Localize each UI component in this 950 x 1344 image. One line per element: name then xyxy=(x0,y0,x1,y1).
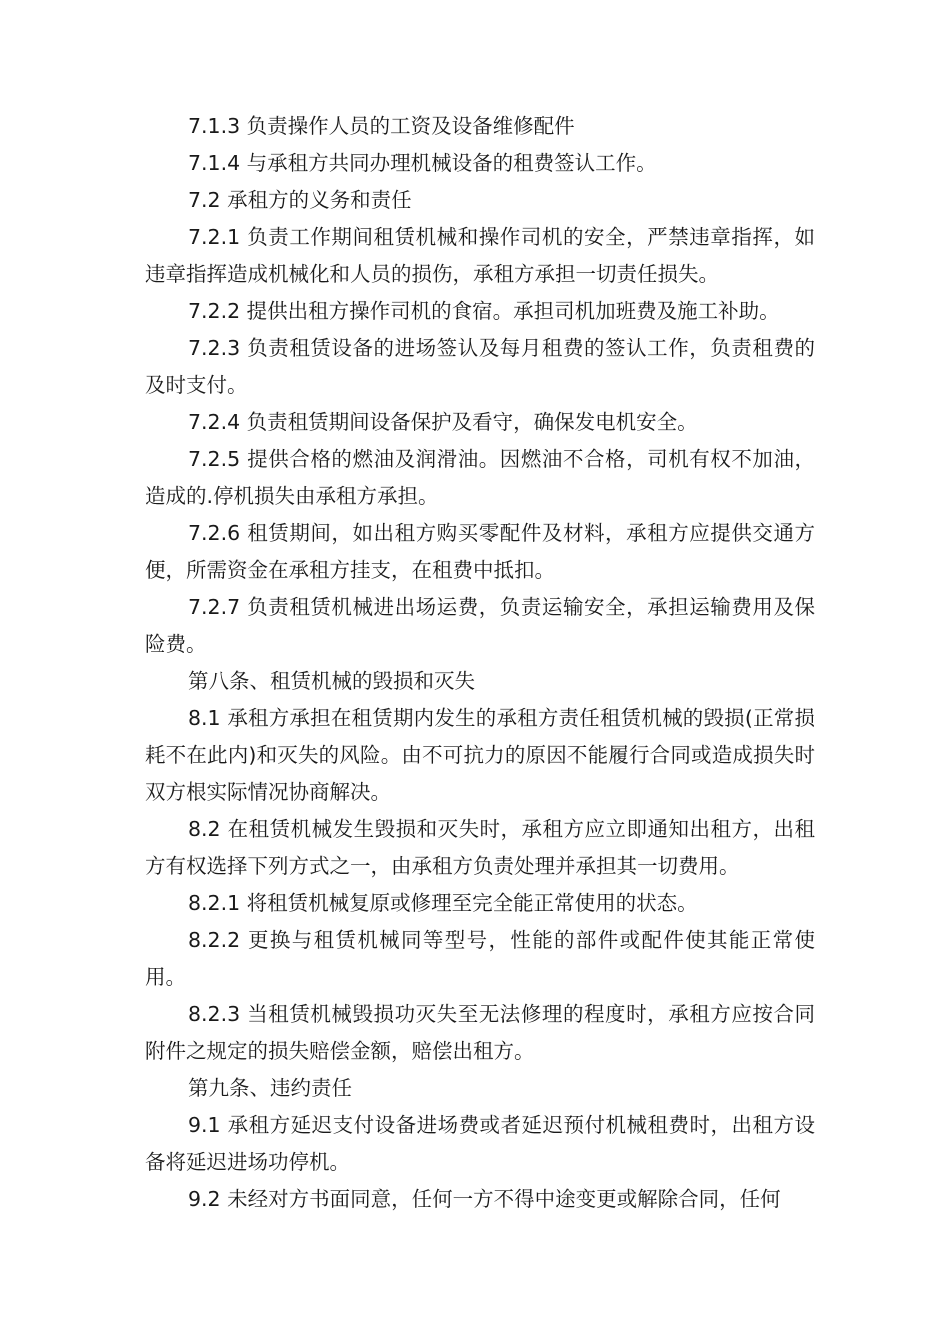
article-heading-9: 第九条、违约责任 xyxy=(188,1076,352,1100)
clause-9-1: 9.1 承租方延迟支付设备进场费或者延迟预付机械租费时，出租方设备将延迟进场功停机。 xyxy=(145,1113,815,1174)
clause-7-2-3: 7.2.3 负责租赁设备的进场签认及每月租费的签认工作，负责租费的及时支付。 xyxy=(145,336,815,397)
clause-8-1: 8.1 承租方承担在租赁期内发生的承租方责任租赁机械的毁损(正常损耗不在此内)和灭失的风险。由不可抗力的原因不能履行合同或造成损失时双方根实际情况协商解决。 xyxy=(145,706,815,804)
clause-8-2: 8.2 在租赁机械发生毁损和灭失时，承租方应立即通知出租方，出租方有权选择下列方式之一，由承租方负责处理并承担其一切费用。 xyxy=(145,817,815,878)
clause-7-2-5: 7.2.5 提供合格的燃油及润滑油。因燃油不合格，司机有权不加油，造成的.停机损失由承租方承担。 xyxy=(145,447,815,508)
article-heading-8: 第八条、租赁机械的毁损和灭失 xyxy=(188,669,475,693)
clause-7-1-4: 7.1.4 与承租方共同办理机械设备的租费签认工作。 xyxy=(188,151,657,175)
clause-7-2-1: 7.2.1 负责工作期间租赁机械和操作司机的安全，严禁违章指挥，如违章指挥造成机械化和人员的损伤，承租方承担一切责任损失。 xyxy=(145,225,815,286)
section-heading-7-2: 7.2 承租方的义务和责任 xyxy=(188,188,412,212)
clause-7-2-4: 7.2.4 负责租赁期间设备保护及看守，确保发电机安全。 xyxy=(188,410,698,434)
clause-8-2-1: 8.2.1 将租赁机械复原或修理至完全能正常使用的状态。 xyxy=(188,891,698,915)
clause-8-2-2: 8.2.2 更换与租赁机械同等型号，性能的部件或配件使其能正常使用。 xyxy=(145,928,815,989)
clause-7-2-2: 7.2.2 提供出租方操作司机的食宿。承担司机加班费及施工补助。 xyxy=(188,299,780,323)
clause-7-2-6: 7.2.6 租赁期间，如出租方购买零配件及材料，承租方应提供交通方便，所需资金在承租方挂支，在租费中抵扣。 xyxy=(145,521,815,582)
clause-7-1-3: 7.1.3 负责操作人员的工资及设备维修配件 xyxy=(188,114,575,138)
clause-8-2-3: 8.2.3 当租赁机械毁损功灭失至无法修理的程度时，承租方应按合同附件之规定的损失赔偿金额，赔偿出租方。 xyxy=(145,1002,815,1063)
clause-9-2: 9.2 未经对方书面同意，任何一方不得中途变更或解除合同，任何 xyxy=(188,1187,781,1211)
clause-7-2-7: 7.2.7 负责租赁机械进出场运费，负责运输安全，承担运输费用及保险费。 xyxy=(145,595,815,656)
document-body xyxy=(145,108,815,1218)
